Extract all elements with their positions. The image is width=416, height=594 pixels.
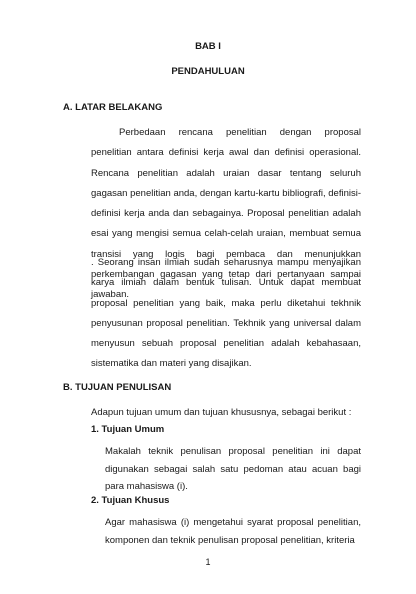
paragraph-latar-belakang-1: Perbedaan rencana penelitian dengan proposal penelitian antara definisi kerja awal dan definisi operasional. Rencana penelitian adalah uraian dasar tentang seluruh gagasan penelitian anda, dengan kartu-kartu bibliografi, definisi-definisi kerja anda dan sebagainya. Proposal penelitian adalah esai yang mengisi semua celah-celah uraian, membuat semua transisi yang logis bagi pembaca dan menunjukkan perkembangan gagasan yang tetap dari pertanyaan sampai jawaban. [91, 127, 361, 301]
paragraph-tujuan-khusus: Agar mahasiswa (i) mengetahui syarat proposal penelitian, komponen dan teknik penulisan proposal penelitian, kriteria [105, 517, 361, 546]
chapter-number: BAB I [195, 41, 221, 52]
section-heading-tujuan-penulisan: B. TUJUAN PENULISAN [63, 382, 172, 393]
section-heading-latar-belakang: A. LATAR BELAKANG [63, 102, 163, 113]
paragraph-latar-belakang-2: . Seorang insan ilmiah sudah seharusnya mampu menyajikan karya ilmiah dalam bentuk tulisan. Untuk dapat membuat proposal penelitian yang baik, maka perlu diketahui tekhnik penyusunan proposal penelitian. Tekhnik yang universal dalam menyusun sebuah proposal penelitian adalah kebahasaan, sistematika dan materi yang disajikan. [91, 257, 361, 370]
subheading-tujuan-khusus: 2. Tujuan Khusus [91, 495, 170, 506]
tujuan-intro-text: Adapun tujuan umum dan tujuan khususnya, sebagai berikut : [91, 407, 352, 418]
subheading-tujuan-umum: 1. Tujuan Umum [91, 424, 165, 435]
page-number: 1 [205, 557, 211, 567]
paragraph-tujuan-umum: Makalah teknik penulisan proposal penelitian ini dapat digunakan sebagai salah satu pedoman atau acuan bagi para mahasiswa (i). [105, 446, 361, 492]
chapter-title: PENDAHULUAN [171, 66, 245, 77]
